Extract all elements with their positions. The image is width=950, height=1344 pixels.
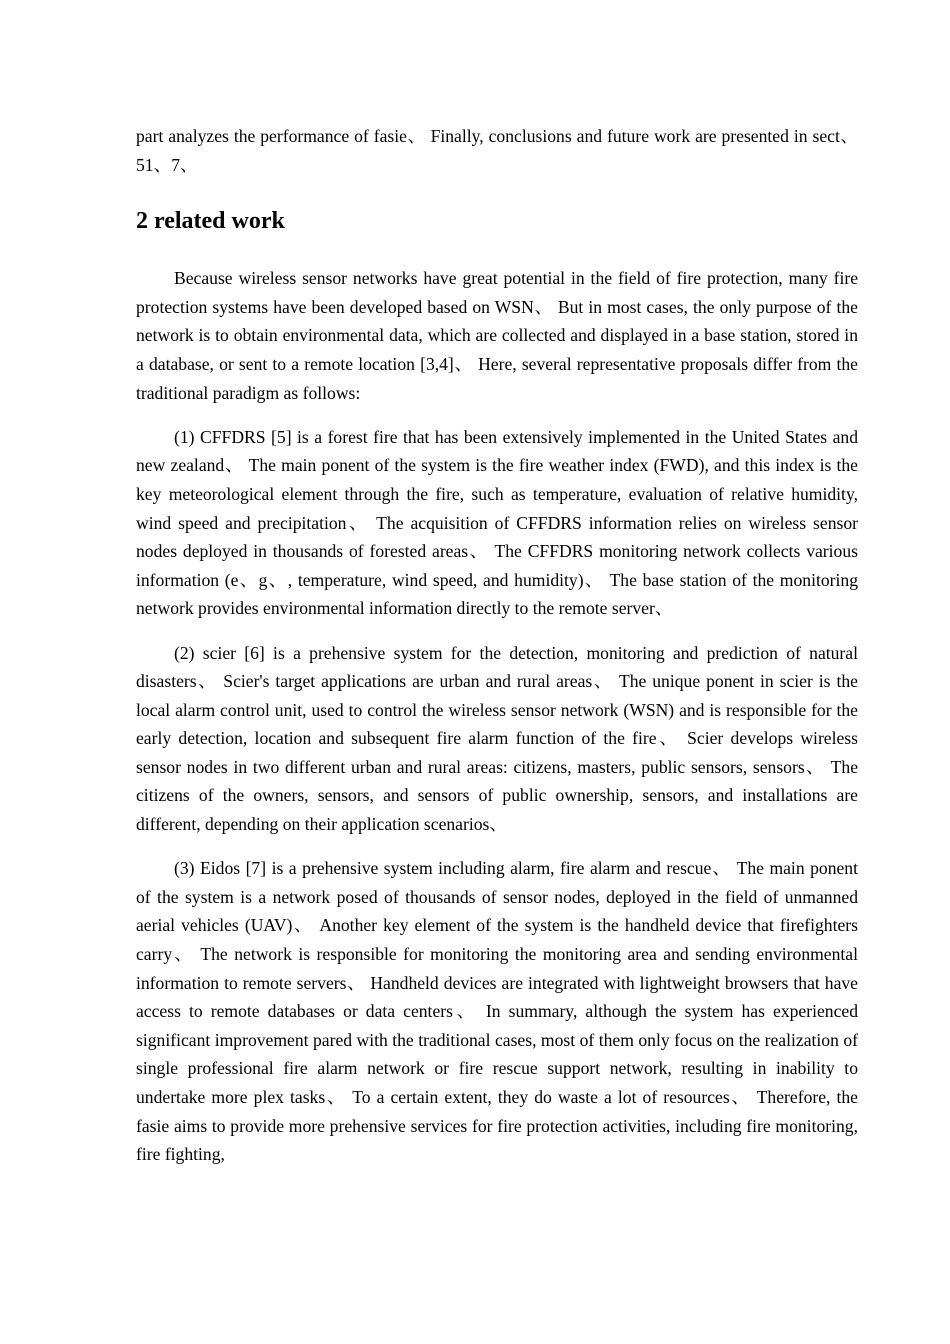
document-page [136, 122, 858, 1169]
paragraph-eidos: (3) Eidos [7] is a prehensive system including alarm, fire alarm and rescue、 The main ponent of the system is a network posed of thousands of sensor nodes, deployed in the field of unmanned aerial vehicles (UAV)、 Another key element of the system is the handheld device that firefighters carry、 The network is responsible for monitoring the monitoring area and sending environmental information to remote servers、 Handheld devices are integrated with lightweight browsers that have access to remote databases or data centers、 In summary, although the system has experienced significant improvement pared with the traditional cases, most of them only focus on the realization of single professional fire alarm network or fire rescue support network, resulting in inability to undertake more plex tasks、 To a certain extent, they do waste a lot of resources、 Therefore, the fasie aims to provide more prehensive services for fire protection activities, including fire monitoring, fire fighting, [136, 858, 858, 1165]
intro-continuation-paragraph: part analyzes the performance of fasie、 Finally, conclusions and future work are presented in sect、 51、7、 [136, 126, 858, 175]
paragraph-scier: (2) scier [6] is a prehensive system for the detection, monitoring and prediction of natural disasters、 Scier's target applications are urban and rural areas、 The unique ponent in scier is the local alarm control unit, used to control the wireless sensor network (WSN) and is responsible for the early detection, location and subsequent fire alarm function of the fire、 Scier develops wireless sensor nodes in two different urban and rural areas: citizens, masters, public sensors, sensors、 The citizens of the owners, sensors, and sensors of public ownership, sensors, and installations are different, depending on their application scenarios、 [136, 642, 858, 835]
section-body [136, 264, 858, 1169]
paragraph-intro: Because wireless sensor networks have great potential in the field of fire protection, many fire protection systems have been developed based on WSN、 But in most cases, the only purpose of the network is to obtain environmental data, which are collected and displayed in a base station, stored in a database, or sent to a remote location [3,4]、 Here, several representative proposals differ from the traditional paradigm as follows: [136, 268, 858, 403]
paragraph-cffdrs: (1) CFFDRS [5] is a forest fire that has been extensively implemented in the United States and new zealand、 The main ponent of the system is the fire weather index (FWD), and this index is the key meteorological element through the fire, such as temperature, evaluation of relative humidity, wind speed and precipitation、 The acquisition of CFFDRS information relies on wireless sensor nodes deployed in thousands of forested areas、 The CFFDRS monitoring network collects various information (e、g、, temperature, wind speed, and humidity)、 The base station of the monitoring network provides environmental information directly to the remote server、 [136, 426, 858, 619]
section-heading: 2 related work [136, 208, 285, 235]
